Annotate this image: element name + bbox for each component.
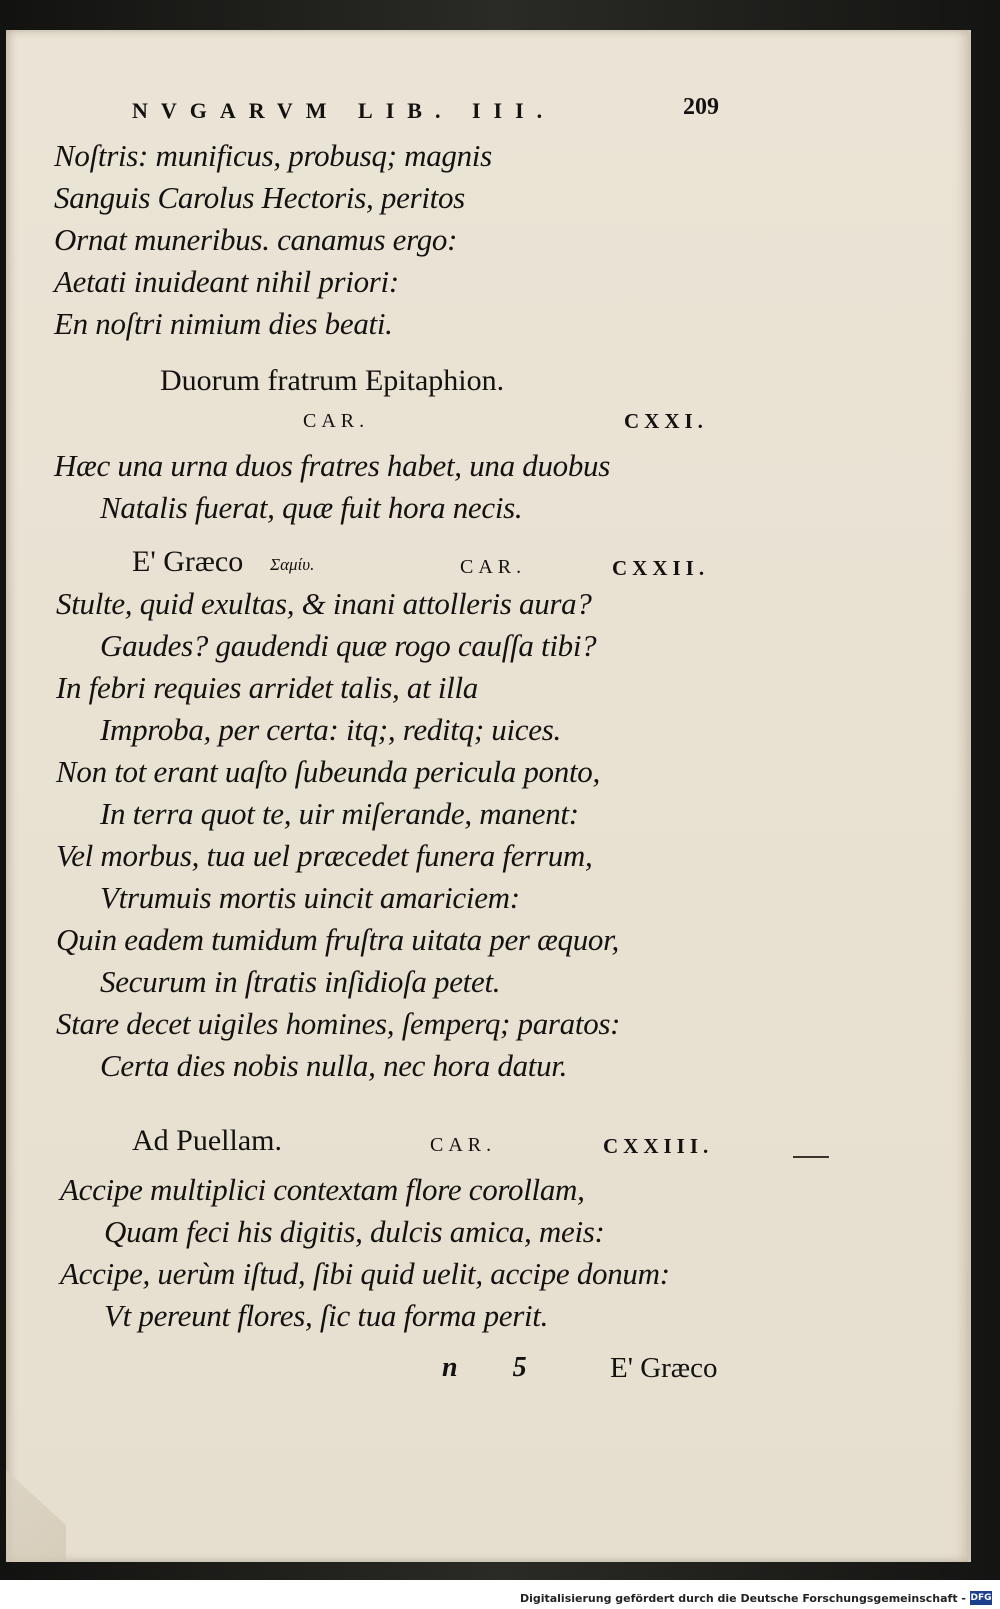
poem-title: Duorum fratrum Epitaphion. bbox=[160, 364, 505, 397]
car-label: CAR. bbox=[460, 556, 527, 578]
verse-line: Improba, per certa: itq;, reditq; uices. bbox=[100, 712, 561, 747]
signature-mark: n 5 bbox=[442, 1352, 551, 1383]
verse-line: Vtrumuis mortis uincit amariciem: bbox=[100, 880, 520, 915]
greek-author: Σαμίυ. bbox=[270, 555, 315, 574]
verse-line: Stare decet uigiles homines, ſemperq; paratos: bbox=[56, 1006, 621, 1041]
verse-line: En noſtri nimium dies beati. bbox=[54, 306, 393, 341]
verse-line: Accipe multiplici contextam flore corollam, bbox=[60, 1172, 585, 1207]
verse-line: Quam feci his digitis, dulcis amica, meis: bbox=[104, 1214, 605, 1249]
verse-line: Vel morbus, tua uel præcedet funera ferrum, bbox=[56, 838, 593, 873]
dfg-logo: DFG bbox=[970, 1593, 992, 1603]
verse-line: Natalis fuerat, quæ fuit hora necis. bbox=[100, 490, 523, 525]
running-title: NVGARVM LIB. III. bbox=[132, 98, 556, 123]
car-label: CAR. bbox=[430, 1134, 497, 1156]
verse-line: Non tot erant uaſto ſubeunda pericula ponto, bbox=[56, 754, 600, 789]
poem-number: CXXI. bbox=[624, 409, 708, 433]
catchword: E' Græco bbox=[610, 1352, 718, 1384]
page-number: 209 bbox=[683, 94, 719, 120]
verse-line: In febri requies arridet talis, at illa bbox=[56, 670, 478, 705]
verse-line: Noſtris: munificus, probusq; magnis bbox=[54, 138, 492, 173]
digitization-credit: Digitalisierung gefördert durch die Deutsche Forschungsgemeinschaft - bbox=[519, 1592, 966, 1605]
verse-line: Sanguis Carolus Hectoris, peritos bbox=[54, 180, 465, 215]
verse-line: Securum in ſtratis inſidioſa petet. bbox=[100, 964, 501, 999]
poem-title: E' Græco bbox=[132, 545, 244, 578]
poem-number: CXXIII. bbox=[603, 1134, 714, 1158]
verse-line: Vt pereunt flores, ſic tua forma perit. bbox=[104, 1298, 549, 1333]
poem-number: CXXII. bbox=[612, 556, 710, 580]
verse-line: Hæc una urna duos fratres habet, una duobus bbox=[54, 448, 611, 483]
verse-line: Quin eadem tumidum fruſtra uitata per æquor, bbox=[56, 922, 619, 957]
verse-line: In terra quot te, uir miſerande, manent: bbox=[100, 796, 579, 831]
car-label: CAR. bbox=[303, 410, 370, 432]
margin-mark bbox=[793, 1156, 829, 1158]
verse-line: Aetati inuideant nihil priori: bbox=[54, 264, 399, 299]
verse-line: Accipe, uerùm iſtud, ſibi quid uelit, accipe donum: bbox=[60, 1256, 670, 1291]
verse-line: Gaudes? gaudendi quæ rogo cauſſa tibi? bbox=[100, 628, 597, 663]
verse-line: Ornat muneribus. canamus ergo: bbox=[54, 222, 458, 257]
verse-line: Certa dies nobis nulla, nec hora datur. bbox=[100, 1048, 568, 1083]
verse-line: Stulte, quid exultas, & inani attolleris aura? bbox=[56, 586, 592, 621]
poem-title: Ad Puellam. bbox=[132, 1124, 282, 1157]
